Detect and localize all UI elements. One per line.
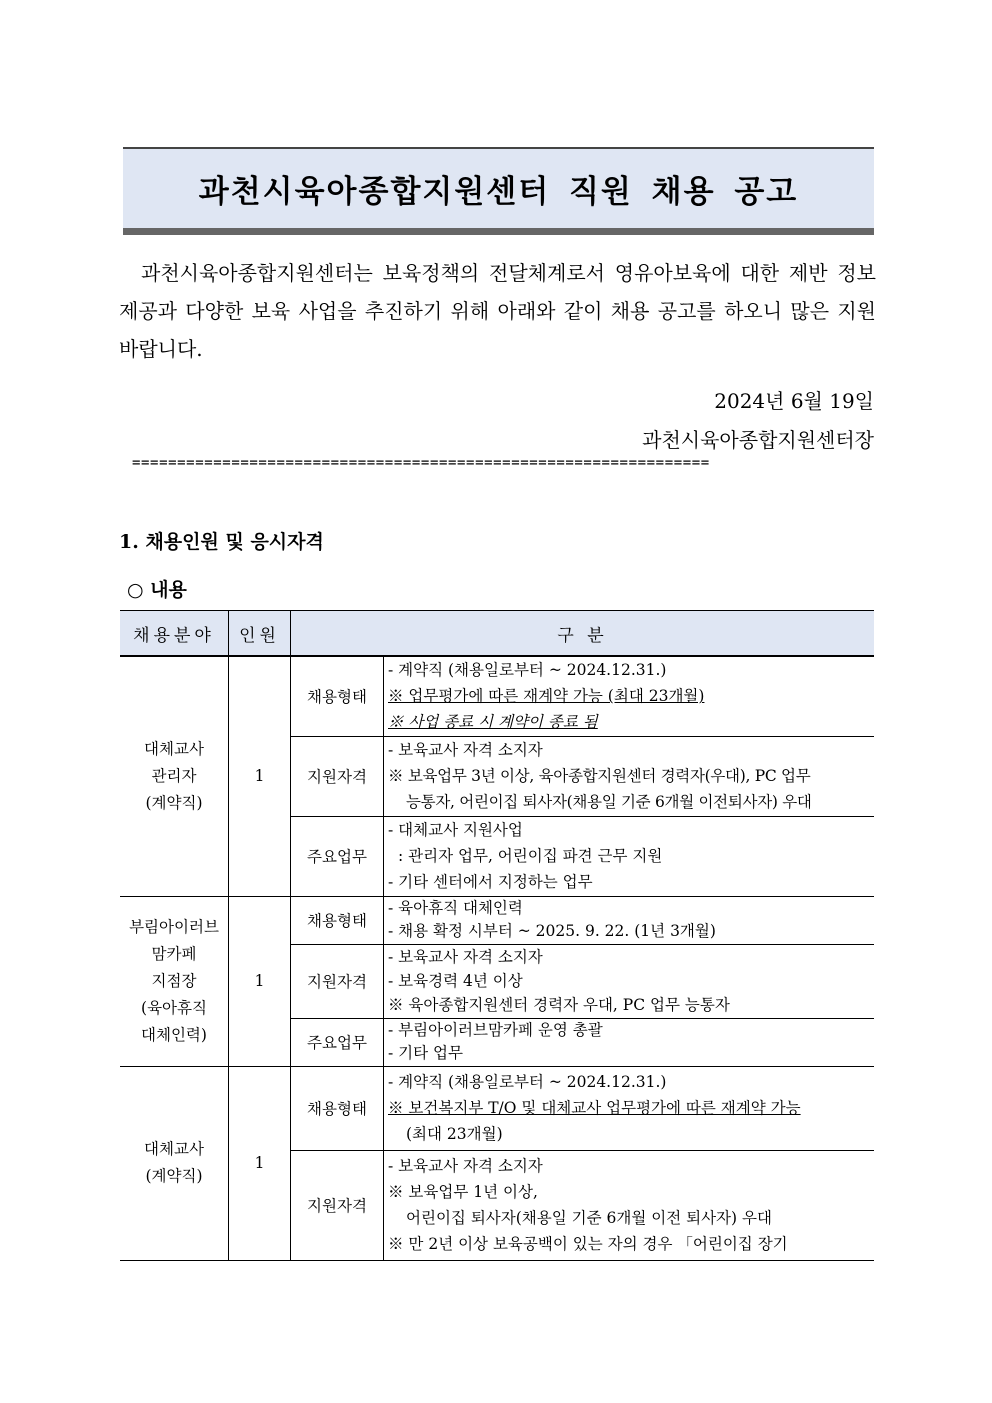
detail-line: - 기타 업무 xyxy=(388,1044,463,1062)
detail-cell xyxy=(384,944,875,1018)
table-row xyxy=(120,656,874,736)
detail-line: - 기타 센터에서 지정하는 업무 xyxy=(388,873,593,891)
detail-line: - 부림아이러브맘카페 운영 총괄 xyxy=(388,1021,603,1039)
detail-line: - 계약직 (채용일로부터 ~ 2024.12.31.) xyxy=(388,661,667,680)
category-cell: 지원자격 xyxy=(291,736,384,816)
table-row xyxy=(120,896,874,944)
table-row xyxy=(120,1066,874,1150)
detail-line: ※ 사업 종료 시 계약이 종료 됨 xyxy=(388,713,598,732)
field-line: (계약직) xyxy=(145,793,203,812)
detail-line: ※ 육아종합지원센터 경력자 우대, PC 업무 능통자 xyxy=(388,996,730,1014)
field-cell xyxy=(120,896,229,1066)
detail-cell xyxy=(384,1150,875,1260)
count-cell: 1 xyxy=(229,1066,291,1260)
category-cell: 채용형태 xyxy=(291,896,384,944)
announcement-date: 2024년 6월 19일 xyxy=(714,389,874,413)
category-cell: 지원자격 xyxy=(291,1150,384,1260)
field-line: 맘카페 xyxy=(151,944,197,963)
field-line: 대체인력) xyxy=(141,1025,207,1044)
detail-line: - 보육교사 자격 소지자 xyxy=(388,741,543,759)
detail-line: ※ 만 2년 이상 보육공백이 있는 자의 경우 「어린이집 장기 xyxy=(388,1235,788,1253)
divider-line: ================================================================ xyxy=(132,455,710,471)
header-detail: 구 분 xyxy=(291,611,875,657)
detail-cell xyxy=(384,1018,875,1066)
field-line: (육아휴직 xyxy=(141,998,207,1017)
detail-line: - 육아휴직 대체인력 xyxy=(388,899,523,917)
detail-line: - 대체교사 지원사업 xyxy=(388,821,523,839)
field-cell xyxy=(120,1066,229,1260)
detail-line: ※ 보건복지부 T/O 및 대체교사 업무평가에 따른 재계약 가능 xyxy=(388,1099,801,1117)
detail-line: ※ 보육업무 3년 이상, 육아종합지원센터 경력자(우대), PC 업무 xyxy=(388,767,811,785)
detail-line: : 관리자 업무, 어린이집 파견 근무 지원 xyxy=(398,847,663,865)
detail-line: - 보육교사 자격 소지자 xyxy=(388,1157,543,1175)
category-cell: 주요업무 xyxy=(291,1018,384,1066)
detail-line: - 보육교사 자격 소지자 xyxy=(388,948,543,966)
detail-line: 능통자, 어린이집 퇴사자(채용일 기준 6개월 이전퇴사자) 우대 xyxy=(406,793,812,811)
table-header-row xyxy=(120,611,874,657)
detail-line: ※ 보육업무 1년 이상, xyxy=(388,1183,538,1201)
header-count: 인원 xyxy=(229,611,291,657)
detail-cell xyxy=(384,816,875,896)
header-field: 채용분야 xyxy=(120,611,229,657)
count-cell: 1 xyxy=(229,896,291,1066)
detail-line: - 채용 확정 시부터 ~ 2025. 9. 22. (1년 3개월) xyxy=(388,922,716,940)
recruitment-table xyxy=(120,610,874,1261)
title-banner xyxy=(123,147,874,235)
category-cell: 채용형태 xyxy=(291,656,384,736)
detail-line: ※ 업무평가에 따른 재계약 가능 (최대 23개월) xyxy=(388,687,705,706)
field-line: 대체교사 xyxy=(144,1140,204,1158)
subsection-heading: ○ 내용 xyxy=(127,579,187,601)
page-title: 과천시육아종합지원센터 직원 채용 공고 xyxy=(198,174,799,210)
field-cell xyxy=(120,656,229,896)
detail-line: - 보육경력 4년 이상 xyxy=(388,972,523,990)
detail-line: - 계약직 (채용일로부터 ~ 2024.12.31.) xyxy=(388,1073,667,1091)
detail-line: 어린이집 퇴사자(채용일 기준 6개월 이전 퇴사자) 우대 xyxy=(406,1209,772,1227)
detail-cell xyxy=(384,896,875,944)
category-cell: 채용형태 xyxy=(291,1066,384,1150)
signer: 과천시육아종합지원센터장 xyxy=(642,428,874,452)
detail-line: (최대 23개월) xyxy=(406,1125,503,1143)
detail-cell xyxy=(384,1066,875,1150)
field-line: 관리자 xyxy=(151,766,197,785)
section-heading: 1. 채용인원 및 응시자격 xyxy=(119,531,324,553)
field-line: 지점장 xyxy=(151,971,197,990)
field-line: 부림아이러브 xyxy=(129,917,219,936)
intro-paragraph: 과천시육아종합지원센터는 보육정책의 전달체계로서 영유아보육에 대한 제반 정보 제공과 다양한 보육 사업을 추진하기 위해 아래와 같이 채용 공고를 하오니 많은 지원 바랍니다. xyxy=(119,261,876,361)
count-cell: 1 xyxy=(229,656,291,896)
detail-cell xyxy=(384,736,875,816)
category-cell: 주요업무 xyxy=(291,816,384,896)
category-cell: 지원자격 xyxy=(291,944,384,1018)
field-line: (계약직) xyxy=(145,1167,203,1185)
field-line: 대체교사 xyxy=(144,739,204,758)
detail-cell xyxy=(384,656,875,736)
